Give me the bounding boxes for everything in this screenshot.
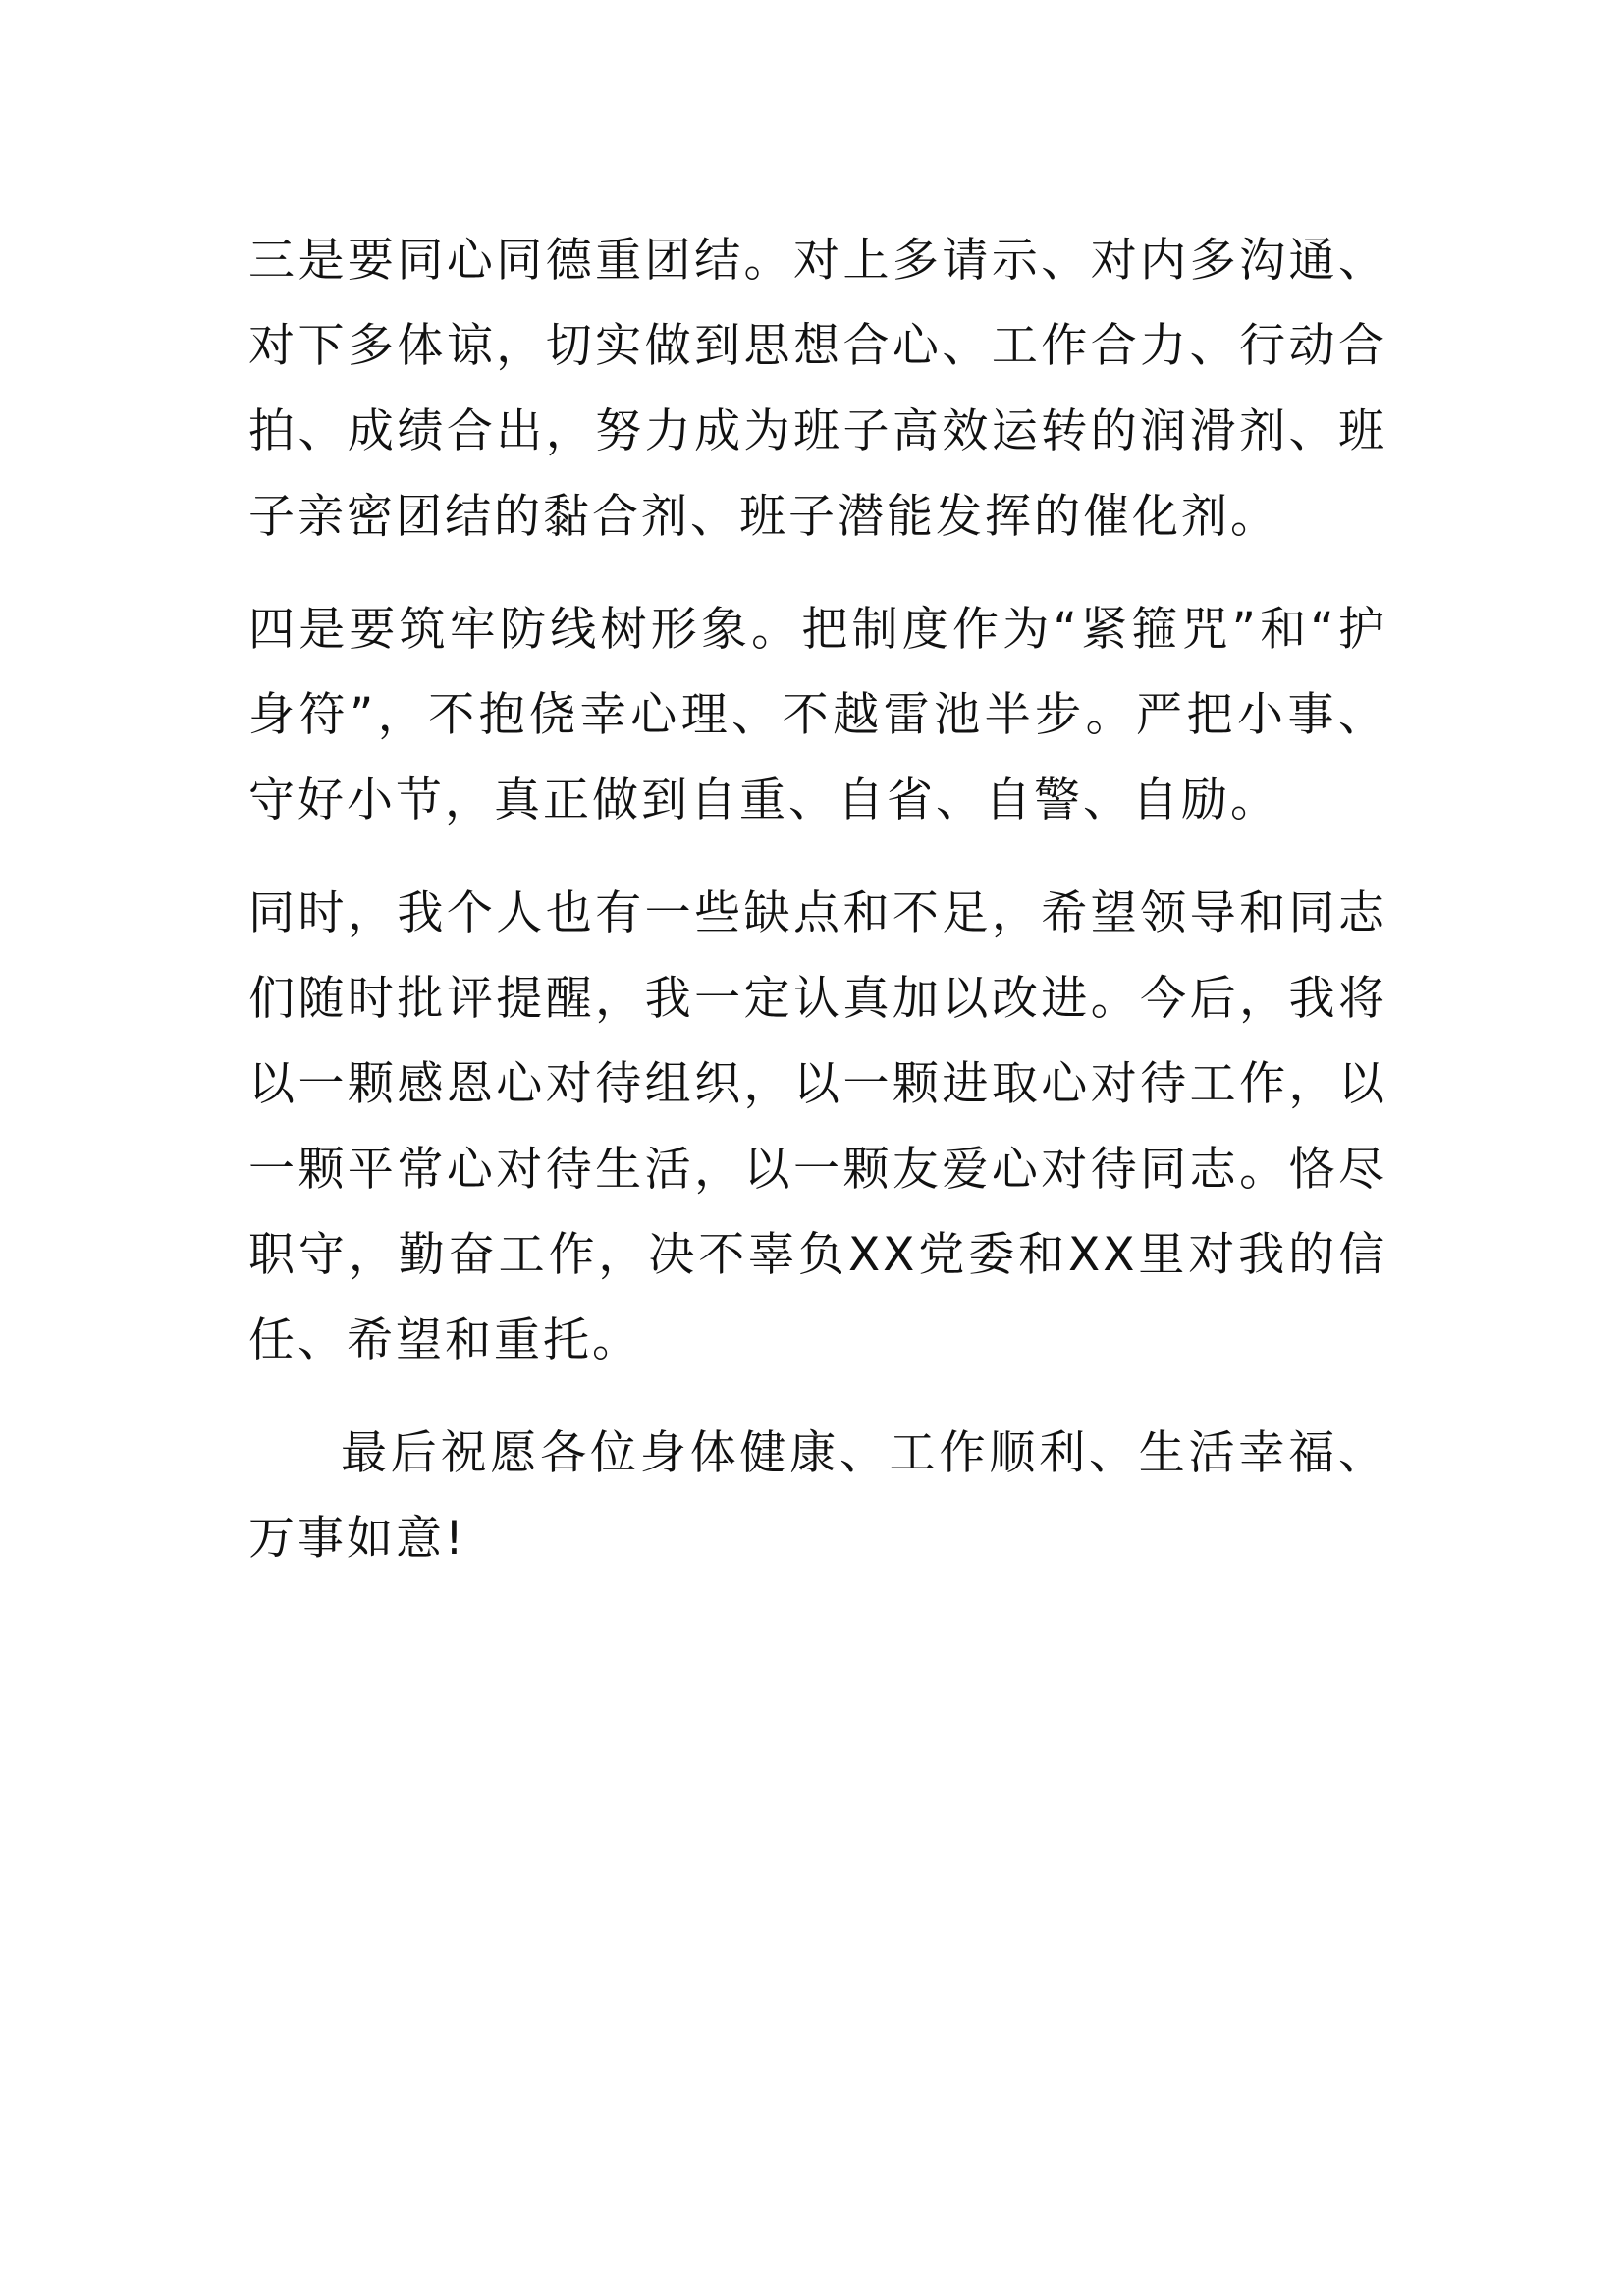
- paragraph-spacer: [248, 843, 1387, 871]
- paragraph-commitment: 同时，我个人也有一些缺点和不足，希望领导和同志们随时批评提醒，我一定认真加以改进。今后，我将以一颗感恩心对待组织，以一颗进取心对待工作，以一颗平常心对待生活，以一颗友爱心对待同志。恪尽职守，勤奋工作，决不辜负XX党委和XX里对我的信任、希望和重托。: [248, 886, 1387, 1367]
- document-body: [248, 218, 1387, 1581]
- paragraph-spacer: [248, 1383, 1387, 1411]
- paragraph-spacer: [248, 560, 1387, 587]
- paragraph-unity: 三是要同心同德重团结。对上多请示、对内多沟通、对下多体谅，切实做到思想合心、工作合力、行动合拍、成绩合出，努力成为班子高效运转的润滑剂、班子亲密团结的黏合剂、班子潜能发挥的催化剂。: [248, 234, 1387, 544]
- paragraph-closing-wishes: 最后祝愿各位身体健康、工作顺利、生活幸福、万事如意!: [248, 1426, 1387, 1566]
- paragraph-discipline: 四是要筑牢防线树形象。把制度作为“紧箍咒”和“护身符”，不抱侥幸心理、不越雷池半步。严把小事、守好小节，真正做到自重、自省、自警、自励。: [248, 603, 1387, 828]
